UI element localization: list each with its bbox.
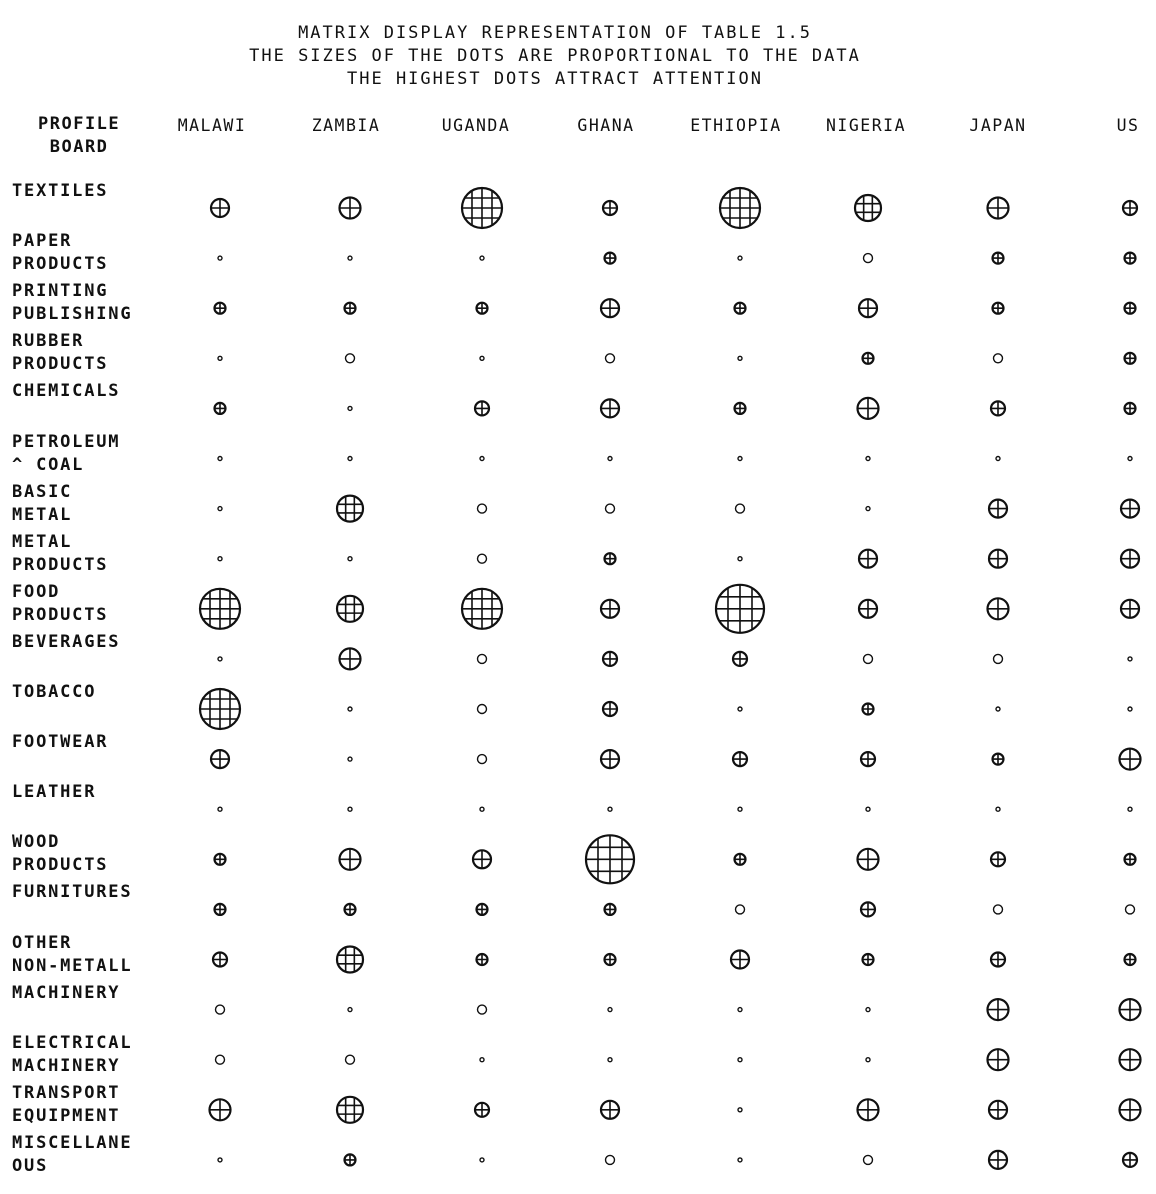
dot-malawi [218, 807, 222, 811]
dot-nigeria [863, 954, 874, 965]
dot-zambia [337, 596, 363, 622]
dot-ethiopia [735, 403, 746, 414]
dot-circle [337, 496, 363, 522]
dot-circle [348, 1008, 352, 1012]
dot-japan [994, 654, 1003, 663]
dot-japan [996, 707, 1000, 711]
row-label-line: RUBBER [12, 331, 85, 352]
dot-circle [866, 807, 870, 811]
dot-malawi [218, 256, 222, 260]
dot-circle [348, 457, 352, 461]
dot-nigeria [858, 849, 879, 870]
dot-zambia [340, 648, 361, 669]
dot-circle [864, 654, 873, 663]
dot-ghana [608, 1058, 612, 1062]
dot-us [1125, 854, 1136, 865]
dot-nigeria [863, 704, 874, 715]
dot-circle [216, 1005, 225, 1014]
dot-uganda [477, 954, 488, 965]
dot-circle [996, 707, 1000, 711]
dot-ethiopia [731, 951, 749, 969]
row-label-line: PRINTING [12, 281, 109, 302]
dot-zambia [340, 849, 361, 870]
dot-us [1120, 999, 1141, 1020]
dot-nigeria [866, 807, 870, 811]
row-label-line: ^ COAL [12, 454, 85, 475]
dot-us [1121, 550, 1139, 568]
dot-uganda [462, 589, 502, 629]
dot-zambia [348, 1008, 352, 1012]
dot-circle [337, 947, 363, 973]
dot-circle [736, 905, 745, 914]
dot-ghana [605, 553, 616, 564]
dot-circle [608, 1058, 612, 1062]
dot-uganda [478, 554, 487, 563]
column-label-us: US [1116, 116, 1140, 135]
dot-zambia [337, 1097, 363, 1123]
dot-malawi [215, 854, 226, 865]
dot-malawi [218, 1158, 222, 1162]
dot-circle [480, 356, 484, 360]
row-label-line: CHEMICALS [12, 381, 121, 402]
row-label-line: PRODUCTS [12, 855, 109, 876]
dot-ethiopia [738, 1008, 742, 1012]
dot-ghana [601, 1101, 619, 1119]
dot-circle [994, 905, 1003, 914]
dot-japan [994, 905, 1003, 914]
dot-circle [736, 504, 745, 513]
dot-zambia [345, 904, 356, 915]
row-label-line: TEXTILES [12, 181, 109, 201]
dot-nigeria [861, 902, 875, 916]
row-label-line: TRANSPORT [12, 1082, 121, 1103]
dot-japan [989, 550, 1007, 568]
dot-circle [480, 256, 484, 260]
dot-ghana [606, 504, 615, 513]
dot-zambia [340, 198, 361, 219]
row-label-line: WOOD [12, 832, 61, 853]
dot-circle [348, 256, 352, 260]
dot-malawi [216, 1005, 225, 1014]
dot-us [1120, 1099, 1141, 1120]
dot-uganda [480, 457, 484, 461]
dot-circle [218, 557, 222, 561]
dot-ethiopia [733, 652, 747, 666]
dot-japan [991, 401, 1005, 415]
row-label-line: PRODUCTS [12, 604, 109, 625]
dot-circle [738, 807, 742, 811]
row-label-line: FOOD [12, 581, 61, 602]
corner-label-line-1: PROFILE [38, 114, 121, 134]
dot-circle [866, 1008, 870, 1012]
dot-uganda [462, 188, 502, 228]
dot-uganda [478, 755, 487, 764]
chart-title-line-1: MATRIX DISPLAY REPRESENTATION OF TABLE 1.5 [298, 23, 812, 43]
dot-nigeria [866, 457, 870, 461]
dot-ghana [603, 702, 617, 716]
dot-zambia [337, 947, 363, 973]
dot-circle [218, 457, 222, 461]
dot-zambia [346, 1055, 355, 1064]
dot-ethiopia [736, 504, 745, 513]
row-label-line: FOOTWEAR [12, 732, 109, 753]
dot-circle [480, 807, 484, 811]
dot-us [1125, 253, 1136, 264]
dot-circle [738, 356, 742, 360]
dot-circle [738, 1058, 742, 1062]
dot-ethiopia [716, 585, 764, 633]
dot-malawi [218, 356, 222, 360]
dot-zambia [348, 707, 352, 711]
dot-circle [855, 195, 881, 221]
dot-ghana [601, 600, 619, 618]
dot-ethiopia [738, 256, 742, 260]
column-label-nigeria: NIGERIA [825, 116, 907, 135]
row-label-line: OUS [12, 1155, 49, 1176]
dot-circle [866, 457, 870, 461]
column-label-ethiopia: ETHIOPIA [690, 116, 782, 135]
row-label-line: EQUIPMENT [12, 1105, 121, 1126]
dot-zambia [348, 256, 352, 260]
dot-circle [608, 807, 612, 811]
dot-circle [478, 705, 487, 714]
dot-japan [993, 754, 1004, 765]
dot-circle [478, 1005, 487, 1014]
row-label-line: LEATHER [12, 782, 97, 803]
dot-circle [337, 1097, 363, 1123]
dot-circle [218, 256, 222, 260]
dot-ghana [606, 1155, 615, 1164]
dot-us [1120, 749, 1141, 770]
dot-circle [218, 356, 222, 360]
dot-ethiopia [738, 807, 742, 811]
dot-circle [606, 1155, 615, 1164]
dot-uganda [473, 850, 491, 868]
dot-malawi [218, 457, 222, 461]
dot-ghana [603, 652, 617, 666]
dot-circle [346, 354, 355, 363]
dot-circle [996, 807, 1000, 811]
dot-circle [1128, 707, 1132, 711]
dot-circle [348, 557, 352, 561]
dot-ghana [601, 750, 619, 768]
dot-malawi [200, 589, 240, 629]
dot-us [1128, 807, 1132, 811]
row-label-line: MACHINERY [12, 1055, 121, 1076]
dot-ghana [606, 354, 615, 363]
dot-nigeria [864, 254, 873, 263]
dot-circle [337, 596, 363, 622]
row-label-line: OTHER [12, 932, 73, 953]
dot-nigeria [858, 398, 879, 419]
dot-japan [993, 303, 1004, 314]
dot-ghana [601, 299, 619, 317]
dot-uganda [478, 1005, 487, 1014]
dot-uganda [478, 504, 487, 513]
dot-uganda [475, 401, 489, 415]
dot-circle [738, 1158, 742, 1162]
dot-japan [991, 852, 1005, 866]
dot-ethiopia [738, 707, 742, 711]
dot-malawi [218, 557, 222, 561]
dot-nigeria [858, 1099, 879, 1120]
dot-ghana [608, 457, 612, 461]
dot-ethiopia [738, 356, 742, 360]
dot-us [1128, 457, 1132, 461]
dot-us [1123, 1153, 1137, 1167]
dot-japan [988, 1049, 1009, 1070]
dot-ethiopia [738, 1058, 742, 1062]
dot-uganda [480, 1158, 484, 1162]
dot-circle [608, 457, 612, 461]
dot-circle [738, 557, 742, 561]
dot-us [1121, 500, 1139, 518]
column-label-zambia: ZAMBIA [311, 116, 381, 135]
dot-zambia [348, 457, 352, 461]
dot-uganda [480, 807, 484, 811]
dot-us [1128, 707, 1132, 711]
dot-uganda [478, 705, 487, 714]
row-label-line: BASIC [12, 481, 73, 502]
dot-ghana [586, 835, 634, 883]
dot-ghana [608, 807, 612, 811]
dot-ethiopia [738, 457, 742, 461]
dot-japan [991, 953, 1005, 967]
dot-circle [348, 707, 352, 711]
dot-circle [996, 457, 1000, 461]
dot-us [1125, 303, 1136, 314]
chart-title-line-3: THE HIGHEST DOTS ATTRACT ATTENTION [347, 69, 763, 89]
dot-ghana [601, 399, 619, 417]
row-label-line: MACHINERY [12, 982, 121, 1003]
dot-malawi [218, 507, 222, 511]
dot-circle [994, 354, 1003, 363]
column-label-uganda: UGANDA [441, 116, 511, 135]
row-label-line: PRODUCTS [12, 554, 109, 575]
dot-malawi [210, 1099, 231, 1120]
dot-circle [606, 504, 615, 513]
dot-zambia [345, 1154, 356, 1165]
dot-ghana [605, 904, 616, 915]
dot-malawi [216, 1055, 225, 1064]
dot-us [1128, 657, 1132, 661]
row-label-line: PUBLISHING [12, 304, 133, 325]
dot-ethiopia [735, 854, 746, 865]
dot-ethiopia [738, 557, 742, 561]
dot-malawi [213, 953, 227, 967]
dot-ethiopia [735, 303, 746, 314]
dot-malawi [211, 199, 229, 217]
dot-circle [348, 807, 352, 811]
dot-circle [478, 504, 487, 513]
dot-japan [988, 198, 1009, 219]
dot-zambia [345, 303, 356, 314]
dot-circle [478, 554, 487, 563]
dot-uganda [477, 904, 488, 915]
dot-circle [864, 254, 873, 263]
dot-circle [738, 457, 742, 461]
dot-circle [866, 507, 870, 511]
dot-us [1125, 353, 1136, 364]
dot-uganda [477, 303, 488, 314]
dot-us [1125, 954, 1136, 965]
dot-circle [480, 1158, 484, 1162]
dot-ghana [603, 201, 617, 215]
dot-circle [480, 1058, 484, 1062]
dot-uganda [478, 654, 487, 663]
dot-circle [478, 755, 487, 764]
row-label-line: PETROLEUM [12, 431, 121, 452]
dot-circle [738, 707, 742, 711]
dot-japan [996, 807, 1000, 811]
row-label-line: NON-METALL [12, 955, 133, 976]
row-label-line: MISCELLANE [12, 1132, 133, 1153]
dot-malawi [211, 750, 229, 768]
dot-uganda [475, 1103, 489, 1117]
dot-zambia [348, 807, 352, 811]
dot-nigeria [863, 353, 874, 364]
dot-nigeria [859, 550, 877, 568]
dot-nigeria [864, 654, 873, 663]
dot-circle [738, 1108, 742, 1112]
dot-circle [216, 1055, 225, 1064]
dot-zambia [348, 757, 352, 761]
dot-nigeria [859, 600, 877, 618]
dot-nigeria [864, 1155, 873, 1164]
dot-circle [1128, 807, 1132, 811]
dot-malawi [215, 403, 226, 414]
dot-us [1120, 1049, 1141, 1070]
row-label-line: METAL [12, 531, 73, 552]
dot-zambia [346, 354, 355, 363]
dot-malawi [215, 303, 226, 314]
column-label-japan: JAPAN [969, 116, 1027, 135]
dot-nigeria [866, 507, 870, 511]
row-label-line: METAL [12, 504, 73, 525]
dot-nigeria [866, 1058, 870, 1062]
dot-ghana [605, 954, 616, 965]
dot-japan [994, 354, 1003, 363]
dot-zambia [337, 496, 363, 522]
row-label-line: PRODUCTS [12, 254, 109, 275]
dot-japan [989, 500, 1007, 518]
dot-ethiopia [720, 188, 760, 228]
dot-nigeria [866, 1008, 870, 1012]
dot-us [1123, 201, 1137, 215]
dot-japan [988, 999, 1009, 1020]
dot-malawi [200, 689, 240, 729]
dot-nigeria [859, 299, 877, 317]
chart-title-line-2: THE SIZES OF THE DOTS ARE PROPORTIONAL TO THE DATA [249, 46, 861, 66]
dot-us [1125, 403, 1136, 414]
column-label-ghana: GHANA [577, 116, 635, 135]
dot-circle [864, 1155, 873, 1164]
dot-circle [1128, 457, 1132, 461]
dot-uganda [480, 1058, 484, 1062]
dot-circle [994, 654, 1003, 663]
dot-ghana [608, 1008, 612, 1012]
row-label-line: PAPER [12, 231, 73, 252]
dot-malawi [218, 657, 222, 661]
dot-circle [346, 1055, 355, 1064]
dot-circle [478, 654, 487, 663]
dot-malawi [215, 904, 226, 915]
dot-circle [480, 457, 484, 461]
dot-ethiopia [738, 1158, 742, 1162]
dot-circle [608, 1008, 612, 1012]
dot-circle [348, 406, 352, 410]
dot-circle [218, 507, 222, 511]
dot-circle [738, 256, 742, 260]
dot-nigeria [861, 752, 875, 766]
dot-japan [989, 1101, 1007, 1119]
dot-circle [218, 657, 222, 661]
dot-uganda [480, 356, 484, 360]
dot-nigeria [855, 195, 881, 221]
dot-circle [348, 757, 352, 761]
dot-zambia [348, 557, 352, 561]
dot-circle [866, 1058, 870, 1062]
row-label-line: BEVERAGES [12, 631, 121, 652]
row-label-line: ELECTRICAL [12, 1032, 133, 1053]
dot-japan [993, 253, 1004, 264]
row-label-line: PRODUCTS [12, 354, 109, 375]
dot-ethiopia [738, 1108, 742, 1112]
dot-japan [989, 1151, 1007, 1169]
dot-ghana [605, 253, 616, 264]
corner-label-line-2: BOARD [49, 137, 109, 157]
dot-japan [988, 598, 1009, 619]
row-label-line: TOBACCO [12, 682, 97, 702]
dot-circle [606, 354, 615, 363]
dot-circle [1128, 657, 1132, 661]
dot-japan [996, 457, 1000, 461]
dot-zambia [348, 406, 352, 410]
column-label-malawi: MALAWI [177, 116, 247, 135]
dot-us [1126, 905, 1135, 914]
dot-ethiopia [733, 752, 747, 766]
dot-circle [1126, 905, 1135, 914]
dot-uganda [480, 256, 484, 260]
dot-circle [738, 1008, 742, 1012]
dot-us [1121, 600, 1139, 618]
dot-ethiopia [736, 905, 745, 914]
dot-circle [218, 1158, 222, 1162]
dot-circle [218, 807, 222, 811]
row-label-line: FURNITURES [12, 882, 133, 903]
